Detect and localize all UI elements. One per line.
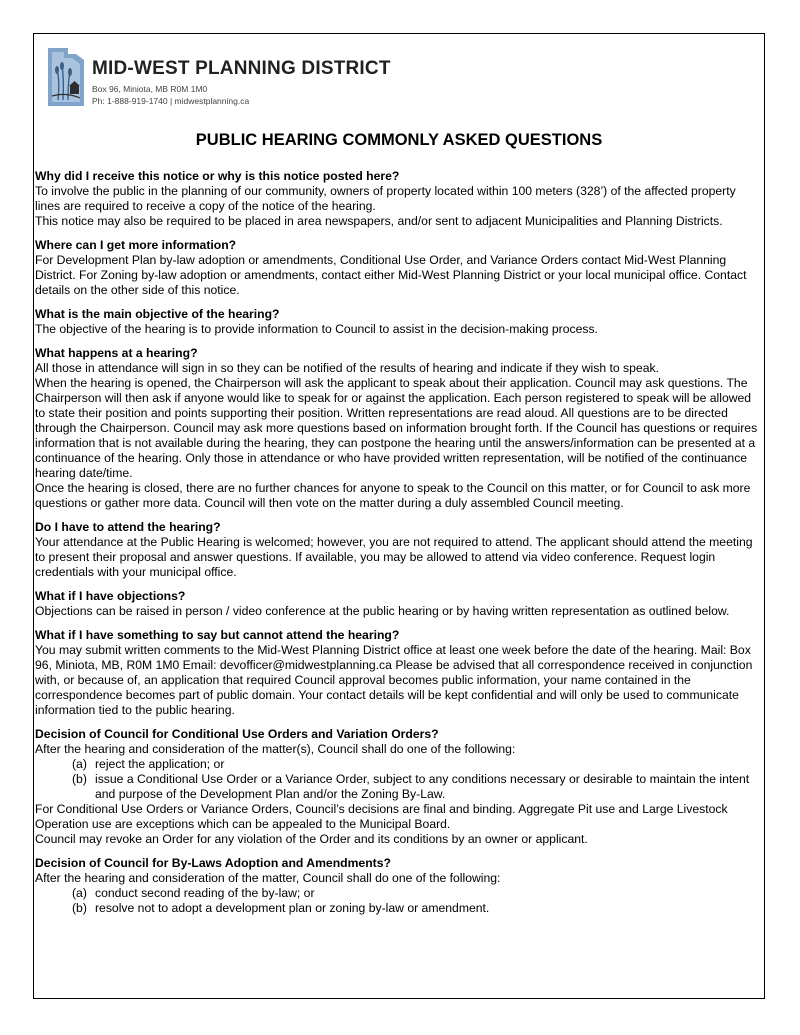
faq-content xyxy=(35,169,763,925)
list-item xyxy=(35,901,763,916)
faq-answer: When the hearing is opened, the Chairperson will ask the applicant to speak about their application. Council may ask questions. The Chairperson will then ask if anyone would like to speak for or against the application. Each person registered to speak will be allowed to state their position and points supporting their position. Written representations are read aloud. All questions are to be directed through the Chairperson. Council may ask more questions based on information brought forth. If the Council has questions or requires information that is not available during the hearing, they can postpone the hearing until the answers/information can be presented at a continuance of the hearing. Only those in attendance or who have provided written representation, will be notified of the continuance hearing date/time. xyxy=(35,376,758,480)
organization-contact: Ph: 1-888-919-1740 | midwestplanning.ca xyxy=(92,96,250,106)
faq-question: Decision of Council for By-Laws Adoption and Amendments? xyxy=(35,856,391,870)
list-item xyxy=(35,757,763,772)
faq-question: Why did I receive this notice or why is this notice posted here? xyxy=(35,169,400,183)
list-item xyxy=(35,886,763,901)
option-list xyxy=(35,757,763,802)
faq-section xyxy=(35,520,763,580)
option-list xyxy=(35,886,763,916)
faq-answer: This notice may also be required to be placed in area newspapers, and/or sent to adjacent Municipalities and Planning Districts. xyxy=(35,214,723,228)
organization-name: MID-WEST PLANNING DISTRICT xyxy=(92,58,391,79)
faq-section xyxy=(35,628,763,718)
document-title: PUBLIC HEARING COMMONLY ASKED QUESTIONS xyxy=(195,131,603,149)
list-marker: (a) xyxy=(72,886,87,900)
faq-question: What happens at a hearing? xyxy=(35,346,198,360)
list-marker: (b) xyxy=(72,772,87,786)
faq-answer: After the hearing and consideration of the matter(s), Council shall do one of the following: xyxy=(35,742,516,756)
faq-answer: Objections can be raised in person / video conference at the public hearing or by having written representation as outlined below. xyxy=(35,604,730,618)
faq-section xyxy=(35,346,763,511)
faq-section xyxy=(35,307,763,337)
faq-question: What if I have something to say but cannot attend the hearing? xyxy=(35,628,400,642)
faq-answer: After the hearing and consideration of the matter, Council shall do one of the following: xyxy=(35,871,501,885)
faq-answer: To involve the public in the planning of our community, owners of property located within 100 meters (328’) of the affected property lines are required to receive a copy of the notice of the hearing. xyxy=(35,184,736,213)
faq-answer: Your attendance at the Public Hearing is welcomed; however, you are not required to attend. The applicant should attend the meeting to present their proposal and answer questions. If available, you may be allowed to attend via video conference. Request login credentials with your municipal office. xyxy=(35,535,753,579)
faq-answer: Council may revoke an Order for any violation of the Order and its conditions by an owner or applicant. xyxy=(35,832,588,846)
faq-section xyxy=(35,169,763,229)
faq-section xyxy=(35,727,763,847)
faq-answer: Once the hearing is closed, there are no further chances for anyone to speak to the Council on this matter, or for Council to ask more questions or gather more data. Council will then vote on the matter during a duly assembled Council meeting. xyxy=(35,481,751,510)
letterhead xyxy=(46,46,446,110)
faq-question: What is the main objective of the hearing? xyxy=(35,307,280,321)
list-item-text: resolve not to adopt a development plan or zoning by-law or amendment. xyxy=(95,901,490,915)
faq-section xyxy=(35,238,763,298)
list-item xyxy=(35,772,763,802)
list-item-text: conduct second reading of the by-law; or xyxy=(95,886,315,900)
faq-answer: For Conditional Use Orders or Variance Orders, Council’s decisions are final and binding. Aggregate Pit use and Large Livestock Operation use are exceptions which can be appealed to the Municipal Board. xyxy=(35,802,728,831)
faq-answer: You may submit written comments to the Mid-West Planning District office at least one week before the date of the hearing. Mail: Box 96, Miniota, MB, R0M 1M0 Email: devofficer@midwestplanning.ca Please be advised that all correspondence received in conjunction with, or because of, an application that required Council approval becomes public information, your name contained in the correspondence becomes part of public domain. Your contact details will be kept confidential and will only be used to communicate information tied to the public hearing. xyxy=(35,643,753,717)
faq-question: Where can I get more information? xyxy=(35,238,237,252)
list-marker: (a) xyxy=(72,757,87,771)
organization-address: Box 96, Miniota, MB R0M 1M0 xyxy=(92,84,208,94)
list-item-text: issue a Conditional Use Order or a Variance Order, subject to any conditions necessary or desirable to maintain the intent and purpose of the Development Plan and/or the Zoning By-Law. xyxy=(95,772,750,801)
list-marker: (b) xyxy=(72,901,87,915)
faq-answer: For Development Plan by-law adoption or amendments, Conditional Use Order, and Variance Orders contact Mid-West Planning District. For Zoning by-law adoption or amendments, contact either Mid-West Planning District or your local municipal office. Contact details on the other side of this notice. xyxy=(35,253,747,297)
district-logo xyxy=(46,46,86,108)
faq-section xyxy=(35,589,763,619)
faq-question: Decision of Council for Conditional Use Orders and Variation Orders? xyxy=(35,727,439,741)
list-item-text: reject the application; or xyxy=(95,757,225,771)
faq-question: What if I have objections? xyxy=(35,589,186,603)
faq-section xyxy=(35,856,763,916)
faq-question: Do I have to attend the hearing? xyxy=(35,520,221,534)
faq-answer: The objective of the hearing is to provide information to Council to assist in the decision-making process. xyxy=(35,322,598,336)
faq-answer: All those in attendance will sign in so they can be notified of the results of hearing and indicate if they wish to speak. xyxy=(35,361,659,375)
